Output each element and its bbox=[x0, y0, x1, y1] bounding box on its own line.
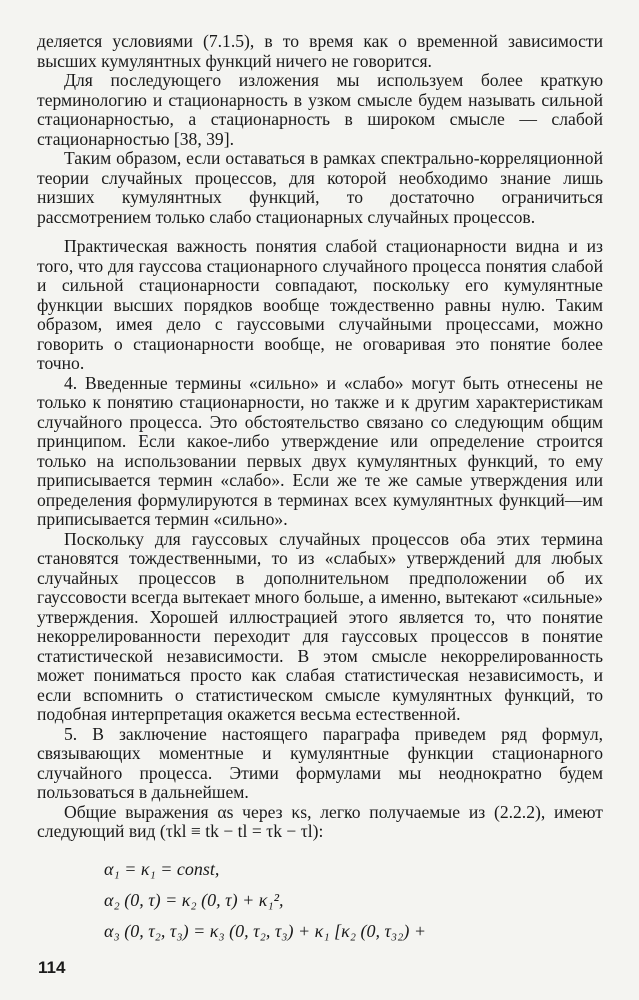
paragraph-2: Для последующего изложения мы используем более краткую терминологию и стационарность в узком смысле будем называть сильной стационарностью, а стационарность в широком смысле — слабой стационарностью [38, 39]. bbox=[37, 70, 603, 149]
formula-alpha-1: α₁ = κ₁ = const, bbox=[104, 859, 220, 879]
paragraph-6: Поскольку для гауссовых случайных процессов оба этих термина становятся тождественными, то из «слабых» утверждений для любых случайных процессов в дополнительном предположении об их гауссовости всегда вытекает много больше, а именно, вытекают «сильные» утверждения. Хорошей иллюстрацией этого является то, что понятие некоррелированности переходит для гауссовых процессов в понятие статистической независимости. В этом смысле некоррелированность может пониматься просто как слабая статистическая независимость, и если вспомнить о статистическом смысле кумулянтных функций, то подобная интерпретация окажется весьма естественной. bbox=[37, 528, 603, 724]
formula-alpha-2: α₂ (0, τ) = κ₂ (0, τ) + κ₁², bbox=[104, 890, 284, 910]
paragraph-3: Таким образом, если оставаться в рамках спектрально-корреляционной теории случайных процессов, для которой необходимо знание лишь низших кумулянтных функций, то достаточно ограничиться рассмотрением только слабо стационарных случайных процессов. bbox=[37, 148, 603, 227]
paragraph-5: 4. Введенные термины «сильно» и «слабо» могут быть отнесены не только к понятию стационарности, но также и к другим характеристикам случайного процесса. Это обстоятельство связано со следующим общим принципом. Если какое-либо утверждение или определение строится только на использовании первых двух кумулянтных функций, то ему приписывается термин «слабо». Если же те же самые утверждения или определения формулируются в терминах всех кумулянтных функций—им приписывается термин «сильно». bbox=[37, 372, 603, 529]
paragraph-8: Общие выражения αs через κs, легко получаемые из (2.2.2), имеют следующий вид (τkl ≡ tk − tl = τk − τl): bbox=[37, 801, 603, 841]
paragraph-4: Практическая важность понятия слабой стационарности видна и из того, что для гауссова стационарного случайного процесса понятия слабой и сильной стационарности совпадают, поскольку его кумулянтные функции высших порядков вообще тождественно равны нулю. Таким образом, имея дело с гауссовыми случайными процессами, можно говорить о стационарности вообще, не оговаривая это понятие более точно. bbox=[37, 236, 603, 373]
body-text bbox=[37, 32, 603, 842]
formula-alpha-3: α₃ (0, τ₂, τ₃) = κ₃ (0, τ₂, τ₃) + κ₁ [κ₂ (0, τ₃₂) + bbox=[104, 921, 427, 941]
page-number: 114 bbox=[38, 958, 66, 977]
paragraph-7: 5. В заключение настоящего параграфа приведем ряд формул, связывающих моментные и кумулянтные функции стационарного случайного процесса. Этими формулами мы неоднократно будем пользоваться в дальнейшем. bbox=[37, 723, 603, 802]
paragraph-1: деляется условиями (7.1.5), в то время как о временной зависимости высших кумулянтных функций ничего не говорится. bbox=[37, 31, 603, 71]
